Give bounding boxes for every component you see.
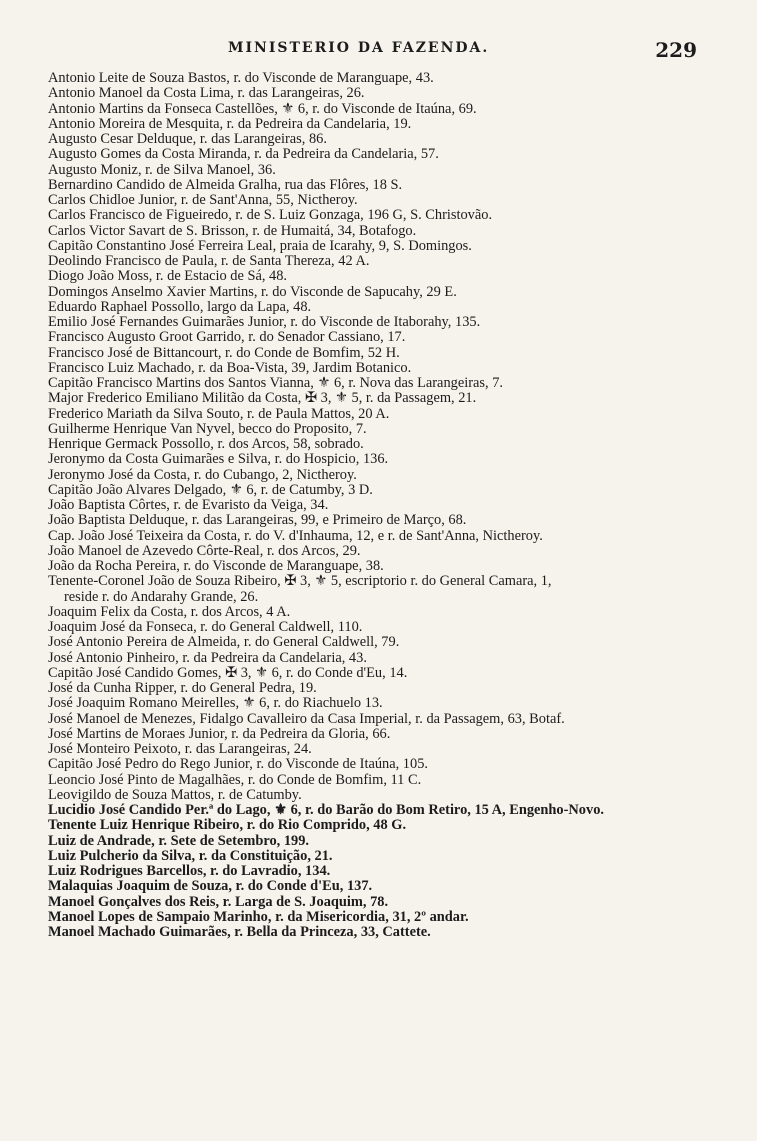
directory-entry: Jeronymo José da Costa, r. do Cubango, 2, Nictheroy.	[48, 467, 357, 483]
directory-entry: Frederico Mariath da Silva Souto, r. de Paula Mattos, 20 A.	[48, 406, 390, 422]
directory-entry: Cap. João José Teixeira da Costa, r. do V. d'Inhauma, 12, e r. de Sant'Anna, Nictheroy.	[48, 528, 543, 544]
directory-entry: Tenente Luiz Henrique Ribeiro, r. do Rio Comprido, 48 G.	[48, 818, 407, 834]
directory-entry: Henrique Germack Possollo, r. dos Arcos, 58, sobrado.	[48, 437, 364, 452]
directory-entry: Francisco Luiz Machado, r. da Boa-Vista, 39, Jardim Botanico.	[48, 360, 412, 376]
directory-entry: Augusto Gomes da Costa Miranda, r. da Pedreira da Candelaria, 57.	[48, 147, 439, 163]
directory-entry: Antonio Martins da Fonseca Castellões, ⚜ 6, r. do Visconde de Itaúna, 69.	[48, 101, 477, 117]
directory-entry: Diogo João Moss, r. de Estacio de Sá, 48.	[48, 269, 288, 285]
directory-entry: Augusto Cesar Delduque, r. das Larangeiras, 86.	[48, 132, 327, 147]
directory-entry: João Baptista Delduque, r. das Larangeiras, 99, e Primeiro de Março, 68.	[48, 513, 467, 529]
directory-list	[48, 71, 738, 940]
directory-entry: Francisco Augusto Groot Garrido, r. do Senador Cassiano, 17.	[48, 330, 406, 346]
directory-entry: Bernardino Candido de Almeida Gralha, rua das Flôres, 18 S.	[48, 177, 403, 193]
directory-entry: Joaquim José da Fonseca, r. do General Caldwell, 110.	[48, 620, 363, 635]
directory-entry: Capitão Francisco Martins dos Santos Vianna, ⚜ 6, r. Nova das Larangeiras, 7.	[48, 376, 503, 391]
directory-entry: Carlos Francisco de Figueiredo, r. de S. Luiz Gonzaga, 196 G, S. Christovão.	[48, 208, 493, 224]
page-number: 229	[655, 38, 697, 62]
directory-entry: Capitão José Candido Gomes, ✠ 3, ⚜ 6, r. do Conde d'Eu, 14.	[48, 665, 408, 681]
directory-entry: José Antonio Pereira de Almeida, r. do General Caldwell, 79.	[48, 635, 400, 651]
directory-entry: Luiz Rodrigues Barcellos, r. do Lavradio, 134.	[48, 864, 331, 879]
directory-entry: Joaquim Felix da Costa, r. dos Arcos, 4 A.	[48, 604, 291, 620]
directory-entry: Eduardo Raphael Possollo, largo da Lapa, 48.	[48, 299, 312, 315]
directory-entry: Luiz Pulcherio da Silva, r. da Constituição, 21.	[48, 848, 333, 864]
directory-entry: José Joaquim Romano Meirelles, ⚜ 6, r. do Riachuelo 13.	[48, 696, 383, 712]
directory-entry: reside r. do Andarahy Grande, 26.	[64, 589, 259, 605]
directory-entry: Antonio Manoel da Costa Lima, r. das Larangeiras, 26.	[48, 86, 365, 102]
directory-entry: Major Frederico Emiliano Militão da Costa, ✠ 3, ⚜ 5, r. da Passagem, 21.	[48, 391, 477, 407]
directory-entry: Luiz de Andrade, r. Sete de Setembro, 199.	[48, 833, 310, 849]
directory-entry: João da Rocha Pereira, r. do Visconde de Maranguape, 38.	[48, 559, 384, 574]
directory-entry: Tenente-Coronel João de Souza Ribeiro, ✠ 3, ⚜ 5, escriptorio r. do General Camara, 1,	[48, 574, 552, 590]
directory-entry: José Monteiro Peixoto, r. das Larangeiras, 24.	[48, 742, 312, 757]
directory-entry: Antonio Leite de Souza Bastos, r. do Visconde de Maranguape, 43.	[48, 71, 434, 86]
directory-entry: Manoel Lopes de Sampaio Marinho, r. da Misericordia, 31, 2º andar.	[48, 909, 469, 925]
directory-entry: Carlos Chidloe Junior, r. de Sant'Anna, 55, Nictheroy.	[48, 193, 358, 208]
directory-entry: José Manoel de Menezes, Fidalgo Cavalleiro da Casa Imperial, r. da Passagem, 63, Botaf.	[48, 711, 565, 727]
directory-entry: Malaquias Joaquim de Souza, r. do Conde d'Eu, 137.	[48, 879, 373, 895]
directory-entry: José da Cunha Ripper, r. do General Pedra, 19.	[48, 681, 317, 696]
directory-entry: Antonio Moreira de Mesquita, r. da Pedreira da Candelaria, 19.	[48, 116, 412, 132]
page-header	[0, 40, 757, 64]
page-title: MINISTERIO DA FAZENDA.	[228, 40, 490, 56]
directory-entry: Capitão José Pedro do Rego Junior, r. do Visconde de Itaúna, 105.	[48, 757, 428, 773]
directory-entry: Capitão Constantino José Ferreira Leal, praia de Icarahy, 9, S. Domingos.	[48, 238, 472, 254]
directory-entry: Domingos Anselmo Xavier Martins, r. do Visconde de Sapucahy, 29 E.	[48, 284, 457, 300]
directory-entry: Jeronymo da Costa Guimarães e Silva, r. do Hospicio, 136.	[48, 452, 389, 468]
directory-entry: Manoel Gonçalves dos Reis, r. Larga de S. Joaquim, 78.	[48, 894, 389, 910]
directory-entry: Deolindo Francisco de Paula, r. de Santa Thereza, 42 A.	[48, 254, 370, 269]
directory-entry: José Martins de Moraes Junior, r. da Pedreira da Gloria, 66.	[48, 726, 391, 742]
directory-entry: Francisco José de Bittancourt, r. do Conde de Bomfim, 52 H.	[48, 345, 400, 361]
directory-entry: Leovigildo de Souza Mattos, r. de Catumby.	[48, 787, 302, 803]
directory-entry: Emilio José Fernandes Guimarães Junior, r. do Visconde de Itaborahy, 135.	[48, 315, 481, 330]
directory-entry: Carlos Victor Savart de S. Brisson, r. de Humaitá, 34, Botafogo.	[48, 223, 417, 239]
directory-entry: Leoncio José Pinto de Magalhães, r. do Conde de Bomfim, 11 C.	[48, 772, 422, 788]
directory-entry: Manoel Machado Guimarães, r. Bella da Princeza, 33, Cattete.	[48, 925, 431, 940]
directory-entry: Augusto Moniz, r. de Silva Manoel, 36.	[48, 162, 276, 178]
directory-entry: Guilherme Henrique Van Nyvel, becco do Proposito, 7.	[48, 421, 367, 437]
directory-entry: José Antonio Pinheiro, r. da Pedreira da Candelaria, 43.	[48, 650, 367, 666]
directory-entry: João Manoel de Azevedo Côrte-Real, r. dos Arcos, 29.	[48, 543, 361, 559]
directory-entry: João Baptista Côrtes, r. de Evaristo da Veiga, 34.	[48, 498, 329, 513]
directory-entry: Capitão João Alvares Delgado, ⚜ 6, r. de Catumby, 3 D.	[48, 482, 373, 498]
directory-entry: Lucidio José Candido Per.ª do Lago, ⚜ 6, r. do Barão do Bom Retiro, 15 A, Engenho-Novo.	[48, 803, 604, 818]
